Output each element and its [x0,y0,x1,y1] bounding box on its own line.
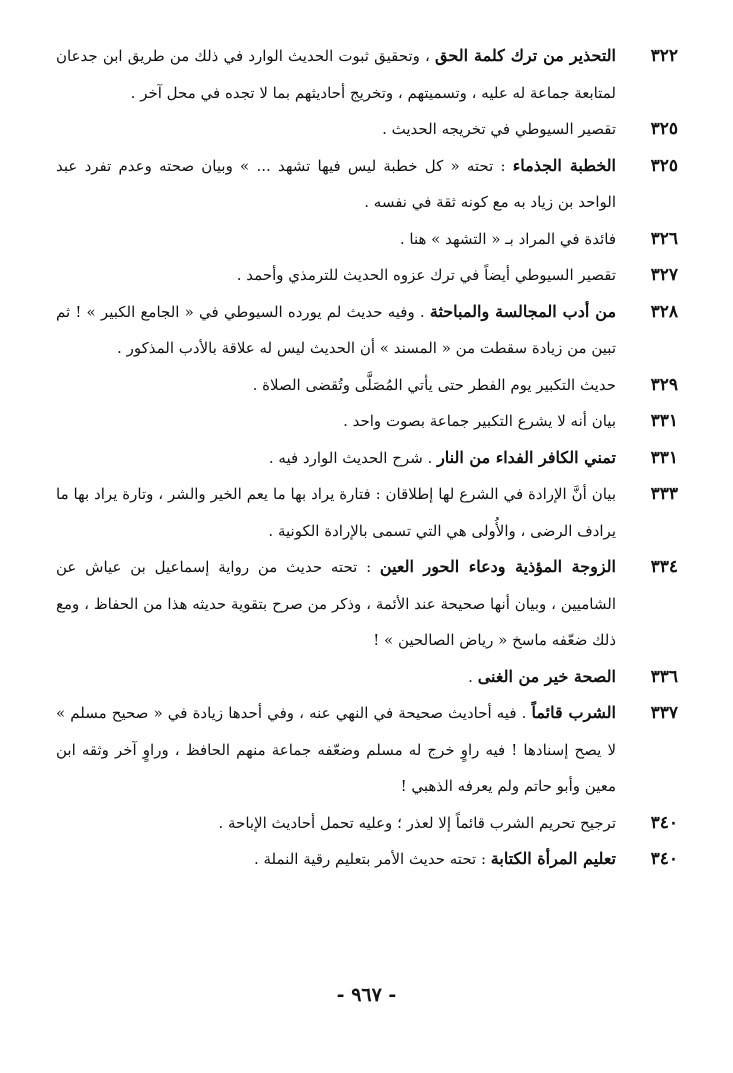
entry-text [269,449,616,467]
entry-page-number: ٣٢٥ [650,155,678,176]
entry-title: التحذير من ترك كلمة الحق [435,46,616,65]
index-entry [56,695,678,805]
entry-description: : تحته حديث من رواية إسماعيل بن عياش عن الشاميين ، وبيان أنها صحيحة عند الأئمة ، وذكر من صرح بتقوية حديثه هذا من الحفاظ ، ومع ذلك ضعّفه ماسخ « رياض الصالحين » ! [56,558,616,649]
entry-page-number: ٣٤٠ [650,849,678,869]
entry-description: . شرح الحديث الوارد فيه . [268,448,438,467]
page-number-footer: - ٩٦٧ - [336,984,397,1006]
index-entries [56,38,678,878]
entry-title: من أدب المجالسة والمباحثة [429,301,617,321]
entry-text [56,704,616,795]
entry-text [237,266,616,284]
entry-title: الصحة خير من الغنى [477,666,616,686]
entry-description: بيان أنَّ الإرادة في الشرع لها إطلاقان : فتارة يراد بها ما يعم الخير والشر ، وتارة يراد بها ما يرادف الرضى ، والأُولى هي التي تسمى بالإرادة الكونية . [56,485,616,540]
entry-description: . وفيه حديث لم يورده السيوطي في « الجامع الكبير » ! ثم تبين من زيادة سقطت من « المسند » أن الحديث ليس له علاقة بالأدب المذكور . [56,302,616,357]
entry-text [56,558,616,649]
index-entry [56,659,678,696]
entry-description: : تحته حديث الأمر بتعليم رقية النملة . [253,850,491,868]
entry-page-number: ٣٣٤ [650,557,678,577]
entry-page-number: ٣٢٦ [650,228,678,249]
index-entry [56,805,678,842]
index-entry [56,367,678,404]
index-entry [56,257,678,294]
entry-description: بيان أنه لا يشرع التكبير جماعة بصوت واحد . [343,412,616,430]
entry-text [56,47,616,102]
index-entry [56,549,678,659]
entry-description: حديث التكبير يوم الفطر حتى يأتي المُصَلَّى وتُقضى الصلاة . [252,375,616,394]
entry-page-number: ٣٤٠ [650,812,678,833]
index-entry [56,148,678,221]
entry-title: تمني الكافر الفداء من النار [437,447,616,467]
entry-page-number: ٣٢٥ [650,119,678,139]
entry-description: . فيه أحاديث صحيحة في النهي عنه ، وفي أحدها زيادة في « صحيح مسلم » لا يصح إسنادها ! فيه راوٍ خرج له مسلم وضعّفه جماعة منهم الحافظ ، وراوٍ آخر وثقه ابن معين وأبو حاتم ولم يعرفه الذهبي ! [56,704,616,795]
entry-description: : تحته « كل خطبة ليس فيها تشهد ... » وبيان صحته وعدم تفرد عبد الواحد بن زياد به مع كونه ثقة في نفسه . [56,156,616,211]
entry-text [218,814,616,832]
entry-page-number: ٣٣١ [650,411,678,431]
entry-description: تقصير السيوطي في تخريجه الحديث . [382,120,616,138]
entry-page-number: ٣٣٦ [650,666,678,687]
entry-text [56,485,616,540]
entry-title: تعليم المرأة الكتابة [490,849,616,868]
entry-text [343,412,616,430]
entry-page-number: ٣٣١ [650,447,678,468]
index-entry [56,403,678,440]
index-entry [56,440,678,477]
entry-text [56,157,616,212]
entry-page-number: ٣٢٩ [650,374,678,395]
entry-page-number: ٣٣٧ [650,703,678,723]
index-entry [56,38,678,111]
entry-title: الشرب قائماً [531,703,616,722]
entry-text [254,850,616,868]
entry-title: الزوجة المؤذية ودعاء الحور العين [379,557,616,576]
entry-page-number: ٣٣٣ [650,484,678,504]
entry-text [468,668,616,686]
entry-page-number: ٣٢٢ [650,46,678,66]
entry-description: تقصير السيوطي أيضاً في ترك عزوه الحديث للترمذي وأحمد . [236,266,616,284]
entry-text [56,303,616,358]
entry-description: ترجيح تحريم الشرب قائماً إلا لعذر ؛ وعليه تحمل أحاديث الإباحة . [218,813,616,832]
entry-page-number: ٣٢٧ [650,265,678,285]
entry-description: ، وتحقيق ثبوت الحديث الوارد في ذلك من طريق ابن جدعان لمتابعة جماعة له عليه ، وتسميتهم ، وتخريج أحاديثهم بما لا تجده في محل آخر . [56,47,616,102]
index-entry [56,221,678,258]
entry-page-number: ٣٢٨ [650,301,678,322]
index-entry [56,111,678,148]
index-entry [56,476,678,549]
entry-title: الخطبة الجذماء [512,155,616,175]
entry-description: . [468,667,478,686]
entry-text [400,230,616,248]
index-entry [56,841,678,878]
entry-text [382,120,616,138]
entry-description: فائدة في المراد بـ « التشهد » هنا . [399,229,616,248]
index-entry [56,294,678,367]
entry-text [253,376,616,394]
